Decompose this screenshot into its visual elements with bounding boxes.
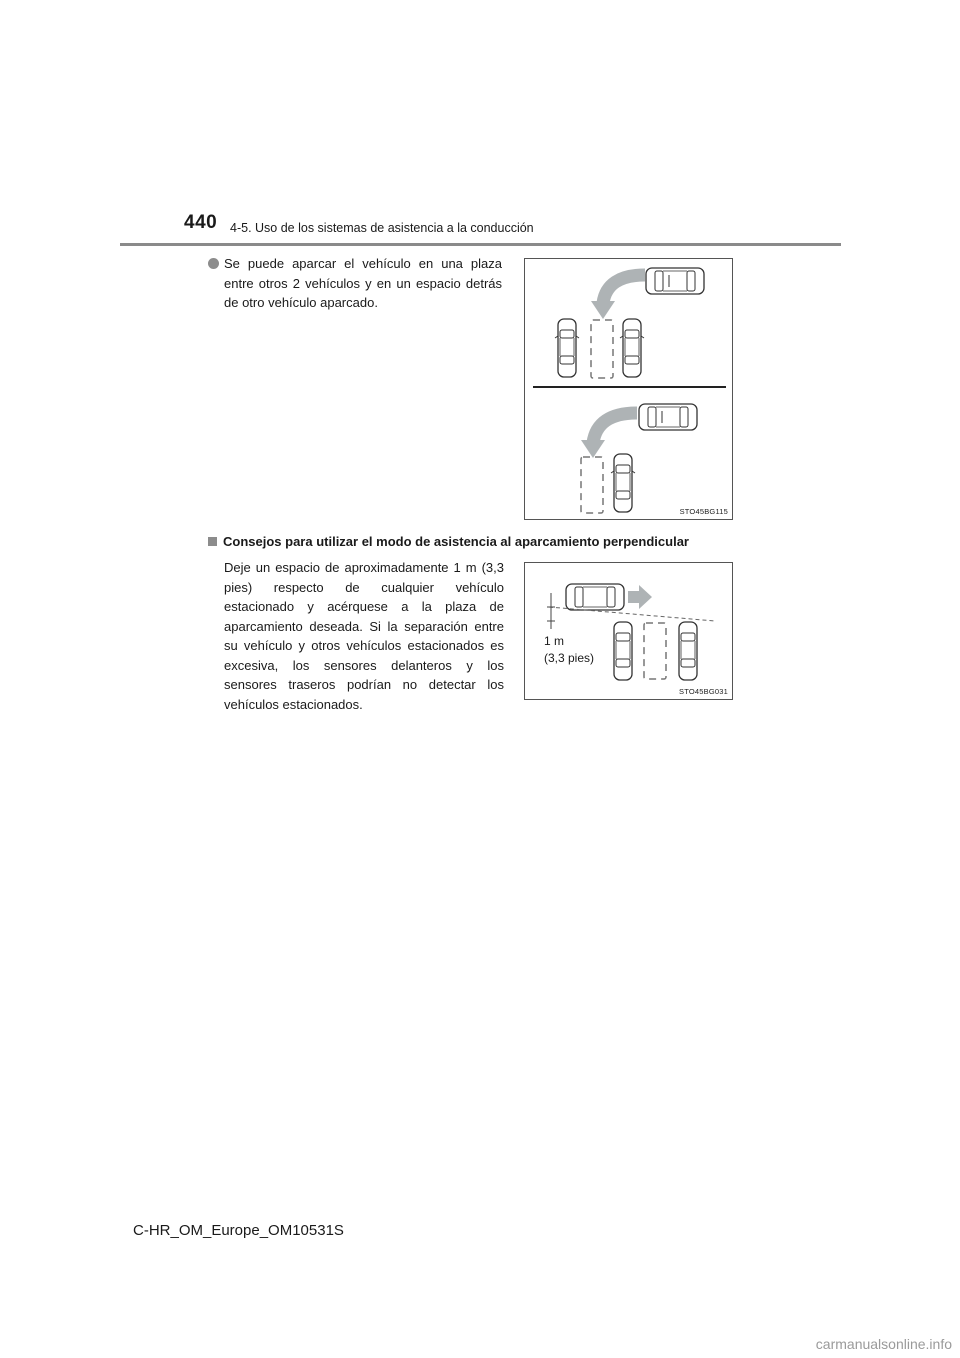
parked-car-right bbox=[620, 319, 644, 377]
section-title: 4-5. Uso de los sistemas de asistencia a la conducción bbox=[230, 221, 534, 235]
target-space bbox=[644, 623, 666, 679]
figure-parking-spaces bbox=[524, 258, 733, 520]
target-space-top bbox=[591, 320, 613, 378]
subheading-text: Consejos para utilizar el modo de asistencia al aparcamiento perpendicular bbox=[223, 534, 689, 549]
distance-label bbox=[544, 633, 594, 667]
parked-car-left bbox=[555, 319, 579, 377]
arrow-head-bottom bbox=[581, 440, 605, 458]
distance-diagram bbox=[525, 563, 732, 699]
arrow-head-top bbox=[591, 301, 615, 319]
moving-car-top bbox=[646, 268, 704, 294]
moving-car-bottom bbox=[639, 404, 697, 430]
parked-car-bottom bbox=[611, 454, 635, 512]
moving-car bbox=[566, 584, 624, 610]
subheading bbox=[208, 534, 689, 549]
curved-arrow-top bbox=[603, 275, 645, 303]
figure-code: STO45BG031 bbox=[679, 687, 728, 696]
bullet-text: Se puede aparcar el vehículo en una plaza entre otros 2 vehículos y en un espacio detrás de otro vehículo aparcado. bbox=[224, 256, 502, 310]
target-space-bottom bbox=[581, 457, 603, 513]
header-rule bbox=[120, 243, 841, 246]
bullet-circle-icon bbox=[208, 258, 219, 269]
body-paragraph: Deje un espacio de aproximadamente 1 m (3,3 pies) respecto de cualquier vehículo estacionado y acérquese a la plaza de aparcamiento deseada. Si la separación entre su vehículo y otros vehículos estacionados es excesiva, los sensores delanteros y los sensores traseros podrían no detectar los vehículos estacionados. bbox=[224, 560, 504, 712]
watermark: carmanualsonline.info bbox=[815, 1336, 952, 1352]
distance-imperial: (3,3 pies) bbox=[544, 651, 595, 665]
page-number: 440 bbox=[184, 212, 218, 233]
figure-code: STO45BG115 bbox=[679, 507, 728, 516]
parked-car-right bbox=[679, 622, 697, 680]
footer-code: C-HR_OM_Europe_OM10531S bbox=[133, 1222, 344, 1239]
parking-diagram bbox=[525, 259, 732, 519]
parked-car-left bbox=[614, 622, 632, 680]
distance-metric: 1 m bbox=[544, 634, 565, 648]
direction-arrow bbox=[628, 585, 652, 609]
figure-distance bbox=[524, 562, 733, 700]
curved-arrow-bottom bbox=[593, 413, 637, 443]
dimension-line bbox=[549, 607, 715, 621]
bullet-item bbox=[208, 254, 502, 313]
square-bullet-icon bbox=[208, 537, 217, 546]
